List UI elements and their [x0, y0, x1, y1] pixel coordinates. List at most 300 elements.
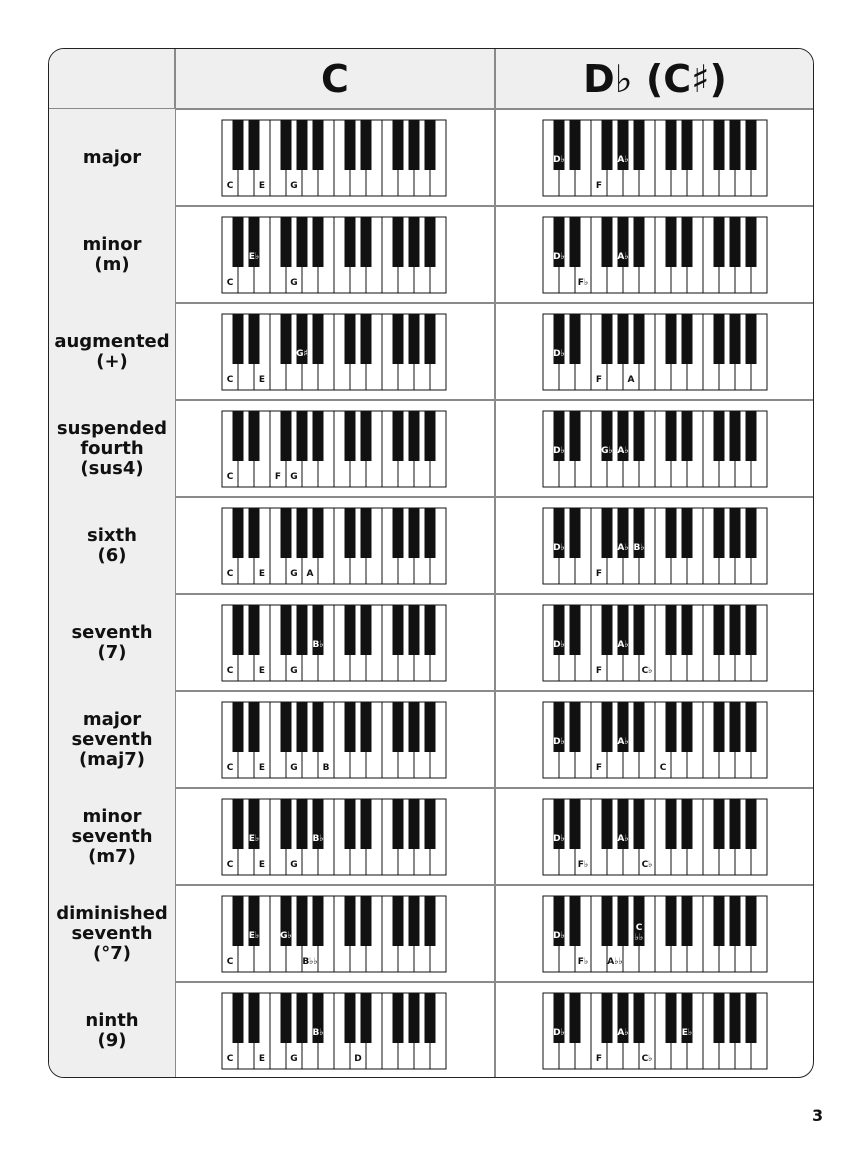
- black-key: [634, 217, 645, 267]
- black-key: [602, 896, 613, 946]
- black-key: [361, 508, 372, 558]
- note-label: G: [290, 763, 298, 773]
- black-key: [425, 217, 436, 267]
- chord-type-label: suspended fourth (sus4): [49, 400, 175, 497]
- chord-type-label: diminished seventh (°7): [49, 885, 175, 982]
- note-label: F♭: [577, 860, 589, 870]
- black-key: [714, 702, 725, 752]
- black-key: [409, 508, 420, 558]
- black-key: [233, 411, 244, 461]
- black-key: [425, 314, 436, 364]
- black-key: [634, 314, 645, 364]
- note-label: F: [595, 763, 603, 773]
- note-label: G: [290, 860, 298, 870]
- note-label: F♭: [577, 957, 589, 967]
- black-key: [361, 314, 372, 364]
- black-key: [730, 508, 741, 558]
- black-key: [249, 702, 260, 752]
- keyboard-c: [221, 507, 447, 585]
- piano-keyboard-graphic: [221, 119, 447, 197]
- black-key: [249, 993, 260, 1043]
- black-key: [313, 217, 324, 267]
- piano-keyboard-graphic: [542, 992, 768, 1070]
- black-key: [714, 120, 725, 170]
- black-key: [746, 799, 757, 849]
- black-key: [570, 896, 581, 946]
- piano-keyboard-graphic: [542, 313, 768, 391]
- black-key: [297, 217, 308, 267]
- black-key: [297, 120, 308, 170]
- note-label: E: [258, 1054, 266, 1064]
- black-key: [618, 896, 629, 946]
- black-key: [361, 993, 372, 1043]
- black-key: [345, 120, 356, 170]
- note-label: C: [226, 472, 234, 482]
- black-key: [297, 993, 308, 1043]
- note-label: D♭: [553, 446, 565, 456]
- keyboard-c: [221, 119, 447, 197]
- black-key: [393, 799, 404, 849]
- note-label: B♭: [312, 640, 324, 650]
- piano-keyboard-graphic: [542, 701, 768, 779]
- note-label: D♭: [553, 349, 565, 359]
- note-label: C: [226, 763, 234, 773]
- black-key: [425, 799, 436, 849]
- keyboard-c: [221, 313, 447, 391]
- black-key: [313, 702, 324, 752]
- note-label: D♭: [553, 1028, 565, 1038]
- note-label: E♭: [248, 834, 260, 844]
- black-key: [345, 702, 356, 752]
- black-key: [570, 605, 581, 655]
- piano-keyboard-graphic: [221, 507, 447, 585]
- black-key: [634, 605, 645, 655]
- black-key: [345, 411, 356, 461]
- black-key: [233, 217, 244, 267]
- black-key: [602, 605, 613, 655]
- black-key: [714, 314, 725, 364]
- piano-keyboard-graphic: [221, 701, 447, 779]
- black-key: [602, 217, 613, 267]
- black-key: [425, 120, 436, 170]
- black-key: [313, 896, 324, 946]
- note-label: E: [258, 763, 266, 773]
- note-label: E♭: [681, 1028, 693, 1038]
- black-key: [345, 508, 356, 558]
- note-label: E: [258, 666, 266, 676]
- black-key: [345, 896, 356, 946]
- black-key: [425, 702, 436, 752]
- black-key: [666, 993, 677, 1043]
- black-key: [409, 896, 420, 946]
- keyboard-c: [221, 798, 447, 876]
- keyboard-d-flat: [542, 507, 768, 585]
- black-key: [602, 993, 613, 1043]
- black-key: [634, 411, 645, 461]
- black-key: [361, 217, 372, 267]
- black-key: [570, 120, 581, 170]
- black-key: [393, 120, 404, 170]
- black-key: [746, 508, 757, 558]
- black-key: [281, 508, 292, 558]
- black-key: [570, 993, 581, 1043]
- black-key: [682, 702, 693, 752]
- black-key: [602, 508, 613, 558]
- black-key: [281, 799, 292, 849]
- black-key: [425, 896, 436, 946]
- keyboard-d-flat: [542, 798, 768, 876]
- black-key: [570, 314, 581, 364]
- piano-keyboard-graphic: [221, 798, 447, 876]
- column-divider: [494, 49, 496, 1077]
- black-key: [233, 702, 244, 752]
- note-label: F: [274, 472, 282, 482]
- black-key: [281, 314, 292, 364]
- note-label: G♯: [296, 349, 308, 359]
- keyboard-c: [221, 701, 447, 779]
- black-key: [682, 799, 693, 849]
- black-key: [313, 120, 324, 170]
- note-label: D♭: [553, 737, 565, 747]
- note-label: D♭: [553, 252, 565, 262]
- black-key: [297, 896, 308, 946]
- keyboard-c: [221, 992, 447, 1070]
- black-key: [570, 508, 581, 558]
- black-key: [409, 993, 420, 1043]
- black-key: [361, 605, 372, 655]
- black-key: [425, 411, 436, 461]
- note-label: B♭: [312, 834, 324, 844]
- black-key: [682, 314, 693, 364]
- keyboard-c: [221, 895, 447, 973]
- piano-keyboard-graphic: [221, 992, 447, 1070]
- black-key: [682, 508, 693, 558]
- piano-keyboard-graphic: [542, 798, 768, 876]
- black-key: [682, 217, 693, 267]
- black-key: [313, 508, 324, 558]
- note-label: F: [595, 181, 603, 191]
- black-key: [634, 702, 645, 752]
- black-key: [634, 993, 645, 1043]
- black-key: [730, 217, 741, 267]
- chord-type-label: minor seventh (m7): [49, 788, 175, 885]
- note-label: F: [595, 569, 603, 579]
- black-key: [409, 120, 420, 170]
- black-key: [730, 314, 741, 364]
- black-key: [666, 314, 677, 364]
- note-label: G♭: [280, 931, 292, 941]
- black-key: [281, 217, 292, 267]
- black-key: [409, 314, 420, 364]
- note-label: C: [226, 569, 234, 579]
- black-key: [602, 702, 613, 752]
- black-key: [393, 896, 404, 946]
- note-label: G: [290, 1054, 298, 1064]
- note-label: C: [226, 666, 234, 676]
- black-key: [746, 993, 757, 1043]
- note-label: D♭: [553, 543, 565, 553]
- chord-type-label: ninth (9): [49, 982, 175, 1078]
- black-key: [746, 896, 757, 946]
- black-key: [570, 702, 581, 752]
- note-label: A♭: [617, 155, 629, 165]
- black-key: [682, 896, 693, 946]
- chord-type-label: major: [49, 109, 175, 206]
- note-label: C: [226, 181, 234, 191]
- black-key: [233, 508, 244, 558]
- black-key: [233, 896, 244, 946]
- black-key: [281, 411, 292, 461]
- piano-keyboard-graphic: [221, 216, 447, 294]
- black-key: [666, 508, 677, 558]
- keyboard-d-flat: [542, 604, 768, 682]
- note-label: E♭: [248, 931, 260, 941]
- black-key: [393, 314, 404, 364]
- piano-keyboard-graphic: [221, 410, 447, 488]
- black-key: [393, 217, 404, 267]
- note-label: C♭: [641, 666, 653, 676]
- note-label: E: [258, 860, 266, 870]
- black-key: [730, 411, 741, 461]
- note-label: B♭♭: [302, 957, 318, 967]
- black-key: [345, 799, 356, 849]
- note-label: B♭: [312, 1028, 324, 1038]
- black-key: [297, 605, 308, 655]
- black-key: [297, 702, 308, 752]
- note-label: C: [226, 1054, 234, 1064]
- note-label: E: [258, 569, 266, 579]
- note-label: ♭♭: [634, 933, 644, 943]
- note-label: A: [627, 375, 635, 385]
- note-label: G: [290, 181, 298, 191]
- note-label: B: [322, 763, 330, 773]
- black-key: [666, 120, 677, 170]
- chord-type-label: minor (m): [49, 206, 175, 303]
- black-key: [666, 605, 677, 655]
- note-label: A: [306, 569, 314, 579]
- black-key: [730, 605, 741, 655]
- keyboard-c: [221, 604, 447, 682]
- black-key: [666, 217, 677, 267]
- chord-type-label: major seventh (maj7): [49, 691, 175, 788]
- note-label: G: [290, 569, 298, 579]
- note-label: D♭: [553, 155, 565, 165]
- black-key: [730, 702, 741, 752]
- black-key: [249, 314, 260, 364]
- header-corner: [49, 49, 175, 109]
- black-key: [602, 314, 613, 364]
- black-key: [233, 605, 244, 655]
- column-header-c: C: [175, 49, 495, 109]
- note-label: C: [226, 957, 234, 967]
- black-key: [682, 411, 693, 461]
- black-key: [425, 993, 436, 1043]
- note-label: C: [635, 923, 643, 933]
- black-key: [618, 314, 629, 364]
- black-key: [570, 217, 581, 267]
- black-key: [409, 411, 420, 461]
- note-label: A♭♭: [607, 957, 623, 967]
- note-label: G♭: [601, 446, 613, 456]
- black-key: [634, 799, 645, 849]
- black-key: [682, 605, 693, 655]
- black-key: [682, 120, 693, 170]
- chord-type-label: augmented (+): [49, 303, 175, 400]
- note-label: F: [595, 375, 603, 385]
- piano-keyboard-graphic: [542, 119, 768, 197]
- black-key: [746, 702, 757, 752]
- black-key: [249, 411, 260, 461]
- black-key: [730, 120, 741, 170]
- black-key: [281, 702, 292, 752]
- piano-keyboard-graphic: [542, 895, 768, 973]
- note-label: C: [226, 860, 234, 870]
- black-key: [666, 411, 677, 461]
- black-key: [570, 799, 581, 849]
- note-label: E: [258, 375, 266, 385]
- black-key: [666, 896, 677, 946]
- black-key: [714, 799, 725, 849]
- keyboard-d-flat: [542, 895, 768, 973]
- black-key: [409, 605, 420, 655]
- note-label: G: [290, 278, 298, 288]
- note-label: D♭: [553, 931, 565, 941]
- piano-keyboard-graphic: [221, 895, 447, 973]
- note-label: F: [595, 666, 603, 676]
- black-key: [281, 605, 292, 655]
- black-key: [281, 993, 292, 1043]
- column-header-d-flat: D♭ (C♯): [495, 49, 814, 109]
- black-key: [361, 799, 372, 849]
- black-key: [345, 993, 356, 1043]
- black-key: [249, 120, 260, 170]
- black-key: [602, 120, 613, 170]
- black-key: [281, 120, 292, 170]
- keyboard-d-flat: [542, 119, 768, 197]
- black-key: [249, 605, 260, 655]
- black-key: [393, 702, 404, 752]
- note-label: G: [290, 666, 298, 676]
- black-key: [345, 217, 356, 267]
- black-key: [313, 314, 324, 364]
- note-label: A♭: [617, 543, 629, 553]
- black-key: [361, 702, 372, 752]
- note-label: F: [595, 1054, 603, 1064]
- note-label: C♭: [641, 1054, 653, 1064]
- note-label: A♭: [617, 446, 629, 456]
- note-label: C: [226, 278, 234, 288]
- note-label: D♭: [553, 640, 565, 650]
- chord-chart-table: [48, 48, 814, 1078]
- black-key: [361, 120, 372, 170]
- note-label: D♭: [553, 834, 565, 844]
- piano-keyboard-graphic: [221, 604, 447, 682]
- chord-type-label: sixth (6): [49, 497, 175, 594]
- black-key: [570, 411, 581, 461]
- black-key: [393, 605, 404, 655]
- black-key: [425, 508, 436, 558]
- note-label: A♭: [617, 640, 629, 650]
- note-label: C: [659, 763, 667, 773]
- black-key: [409, 702, 420, 752]
- black-key: [666, 799, 677, 849]
- black-key: [233, 314, 244, 364]
- black-key: [297, 799, 308, 849]
- black-key: [714, 217, 725, 267]
- note-label: E: [258, 181, 266, 191]
- black-key: [730, 896, 741, 946]
- black-key: [746, 120, 757, 170]
- black-key: [345, 605, 356, 655]
- piano-keyboard-graphic: [542, 216, 768, 294]
- note-label: A♭: [617, 737, 629, 747]
- black-key: [602, 799, 613, 849]
- note-label: B♭: [633, 543, 645, 553]
- black-key: [746, 605, 757, 655]
- black-key: [233, 120, 244, 170]
- note-label: C♭: [641, 860, 653, 870]
- black-key: [714, 508, 725, 558]
- black-key: [393, 993, 404, 1043]
- piano-keyboard-graphic: [542, 507, 768, 585]
- piano-keyboard-graphic: [542, 604, 768, 682]
- black-key: [714, 993, 725, 1043]
- note-label: G: [290, 472, 298, 482]
- note-label: D: [354, 1054, 362, 1064]
- note-label: C: [226, 375, 234, 385]
- keyboard-d-flat: [542, 410, 768, 488]
- note-label: F♭: [577, 278, 589, 288]
- keyboard-c: [221, 216, 447, 294]
- piano-keyboard-graphic: [542, 410, 768, 488]
- black-key: [746, 314, 757, 364]
- keyboard-c: [221, 410, 447, 488]
- black-key: [297, 508, 308, 558]
- note-label: A♭: [617, 252, 629, 262]
- black-key: [714, 411, 725, 461]
- black-key: [730, 993, 741, 1043]
- black-key: [361, 411, 372, 461]
- black-key: [393, 411, 404, 461]
- black-key: [746, 217, 757, 267]
- black-key: [345, 314, 356, 364]
- black-key: [297, 411, 308, 461]
- piano-keyboard-graphic: [221, 313, 447, 391]
- black-key: [409, 799, 420, 849]
- black-key: [714, 605, 725, 655]
- black-key: [233, 993, 244, 1043]
- page-number: 3: [812, 1106, 824, 1125]
- note-label: E♭: [248, 252, 260, 262]
- black-key: [666, 702, 677, 752]
- note-label: A♭: [617, 1028, 629, 1038]
- black-key: [361, 896, 372, 946]
- keyboard-d-flat: [542, 701, 768, 779]
- black-key: [714, 896, 725, 946]
- chord-type-label: seventh (7): [49, 594, 175, 691]
- keyboard-d-flat: [542, 216, 768, 294]
- note-label: A♭: [617, 834, 629, 844]
- keyboard-d-flat: [542, 313, 768, 391]
- black-key: [409, 217, 420, 267]
- black-key: [249, 508, 260, 558]
- black-key: [233, 799, 244, 849]
- black-key: [634, 120, 645, 170]
- black-key: [746, 411, 757, 461]
- black-key: [393, 508, 404, 558]
- black-key: [730, 799, 741, 849]
- black-key: [313, 411, 324, 461]
